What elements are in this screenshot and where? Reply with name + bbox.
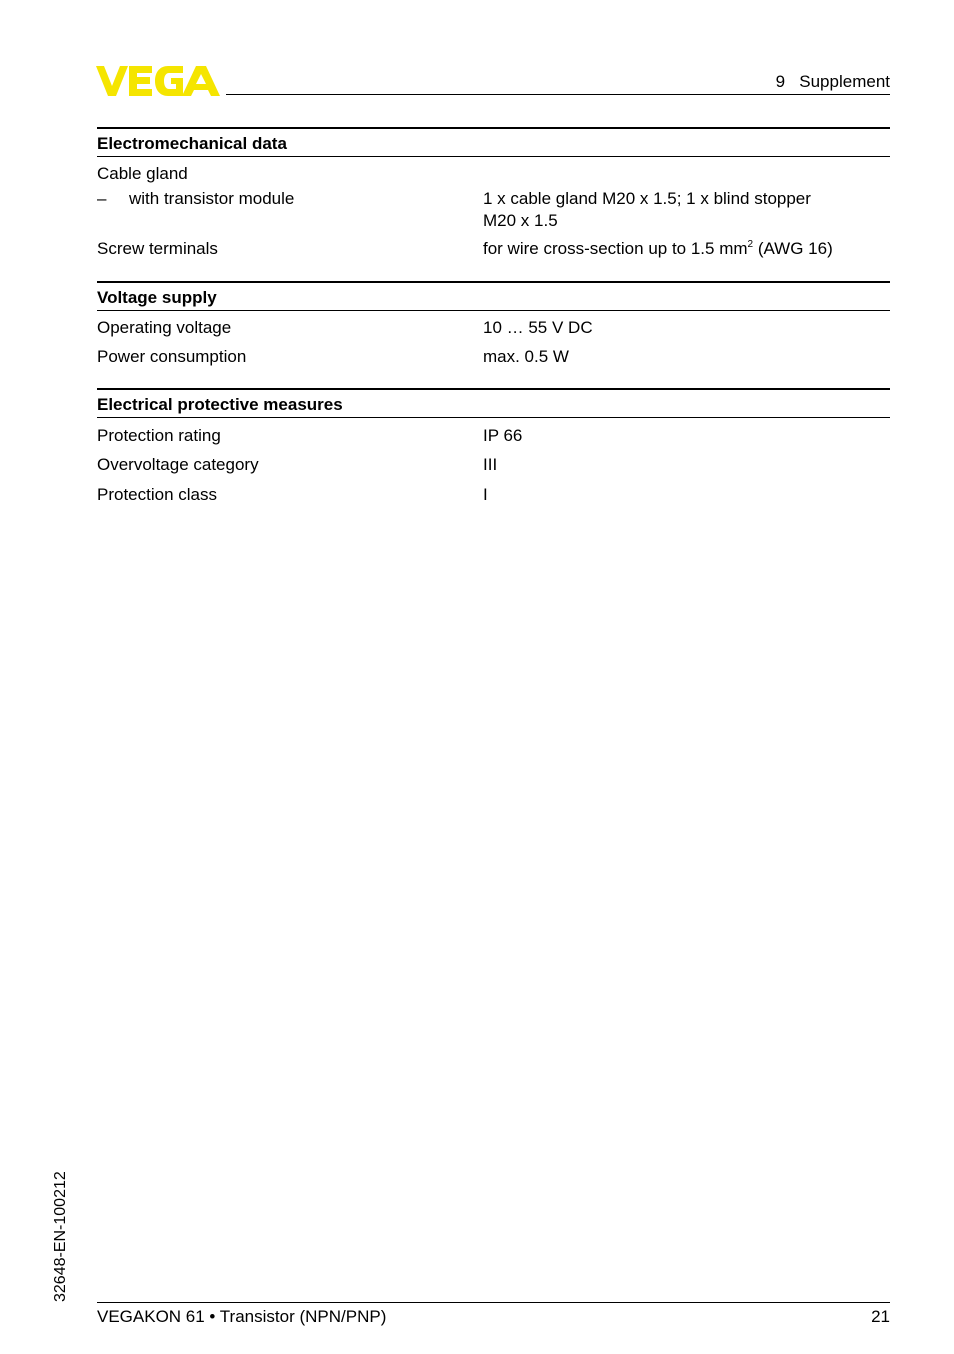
section-title-electromechanical: Electromechanical data: [97, 127, 890, 157]
row-label: Power consumption: [97, 347, 247, 366]
value-text: for wire cross-section up to 1.5 mm: [483, 239, 748, 258]
row-value: max. 0.5 W: [483, 347, 569, 366]
row-value: III: [483, 455, 498, 474]
chapter-label: 9 Supplement: [775, 72, 890, 91]
row-value: I: [483, 485, 488, 504]
section-title-voltage-supply: Voltage supply: [97, 281, 890, 311]
section-title-protective-measures: Electrical protective measures: [97, 388, 890, 418]
page-number: 21: [871, 1307, 890, 1326]
row-label: with transistor module: [129, 189, 295, 208]
dash-marker: –: [97, 189, 107, 208]
row-label: Cable gland: [97, 164, 188, 183]
value-line-2: M20 x 1.5: [483, 211, 558, 230]
header-rule: [226, 94, 890, 95]
value-text-after: (AWG 16): [753, 239, 833, 258]
row-label: Overvoltage category: [97, 455, 259, 474]
footer-rule: [97, 1302, 890, 1303]
row-label: Protection class: [97, 485, 217, 504]
row-label: Screw terminals: [97, 239, 218, 258]
superscript: 2: [747, 239, 754, 250]
footer-product: VEGAKON 61 • Transistor (NPN/PNP): [97, 1307, 387, 1326]
row-value: [483, 238, 883, 260]
row-value: IP 66: [483, 426, 523, 445]
row-label: Operating voltage: [97, 318, 232, 337]
document-number: 32648-EN-100212: [52, 1171, 69, 1302]
row-value: 10 … 55 V DC: [483, 318, 593, 337]
value-line-1: 1 x cable gland M20 x 1.5; 1 x blind stopper: [483, 189, 811, 208]
row-label: Protection rating: [97, 426, 221, 445]
vega-logo: [96, 66, 220, 96]
row-value: [483, 188, 883, 232]
